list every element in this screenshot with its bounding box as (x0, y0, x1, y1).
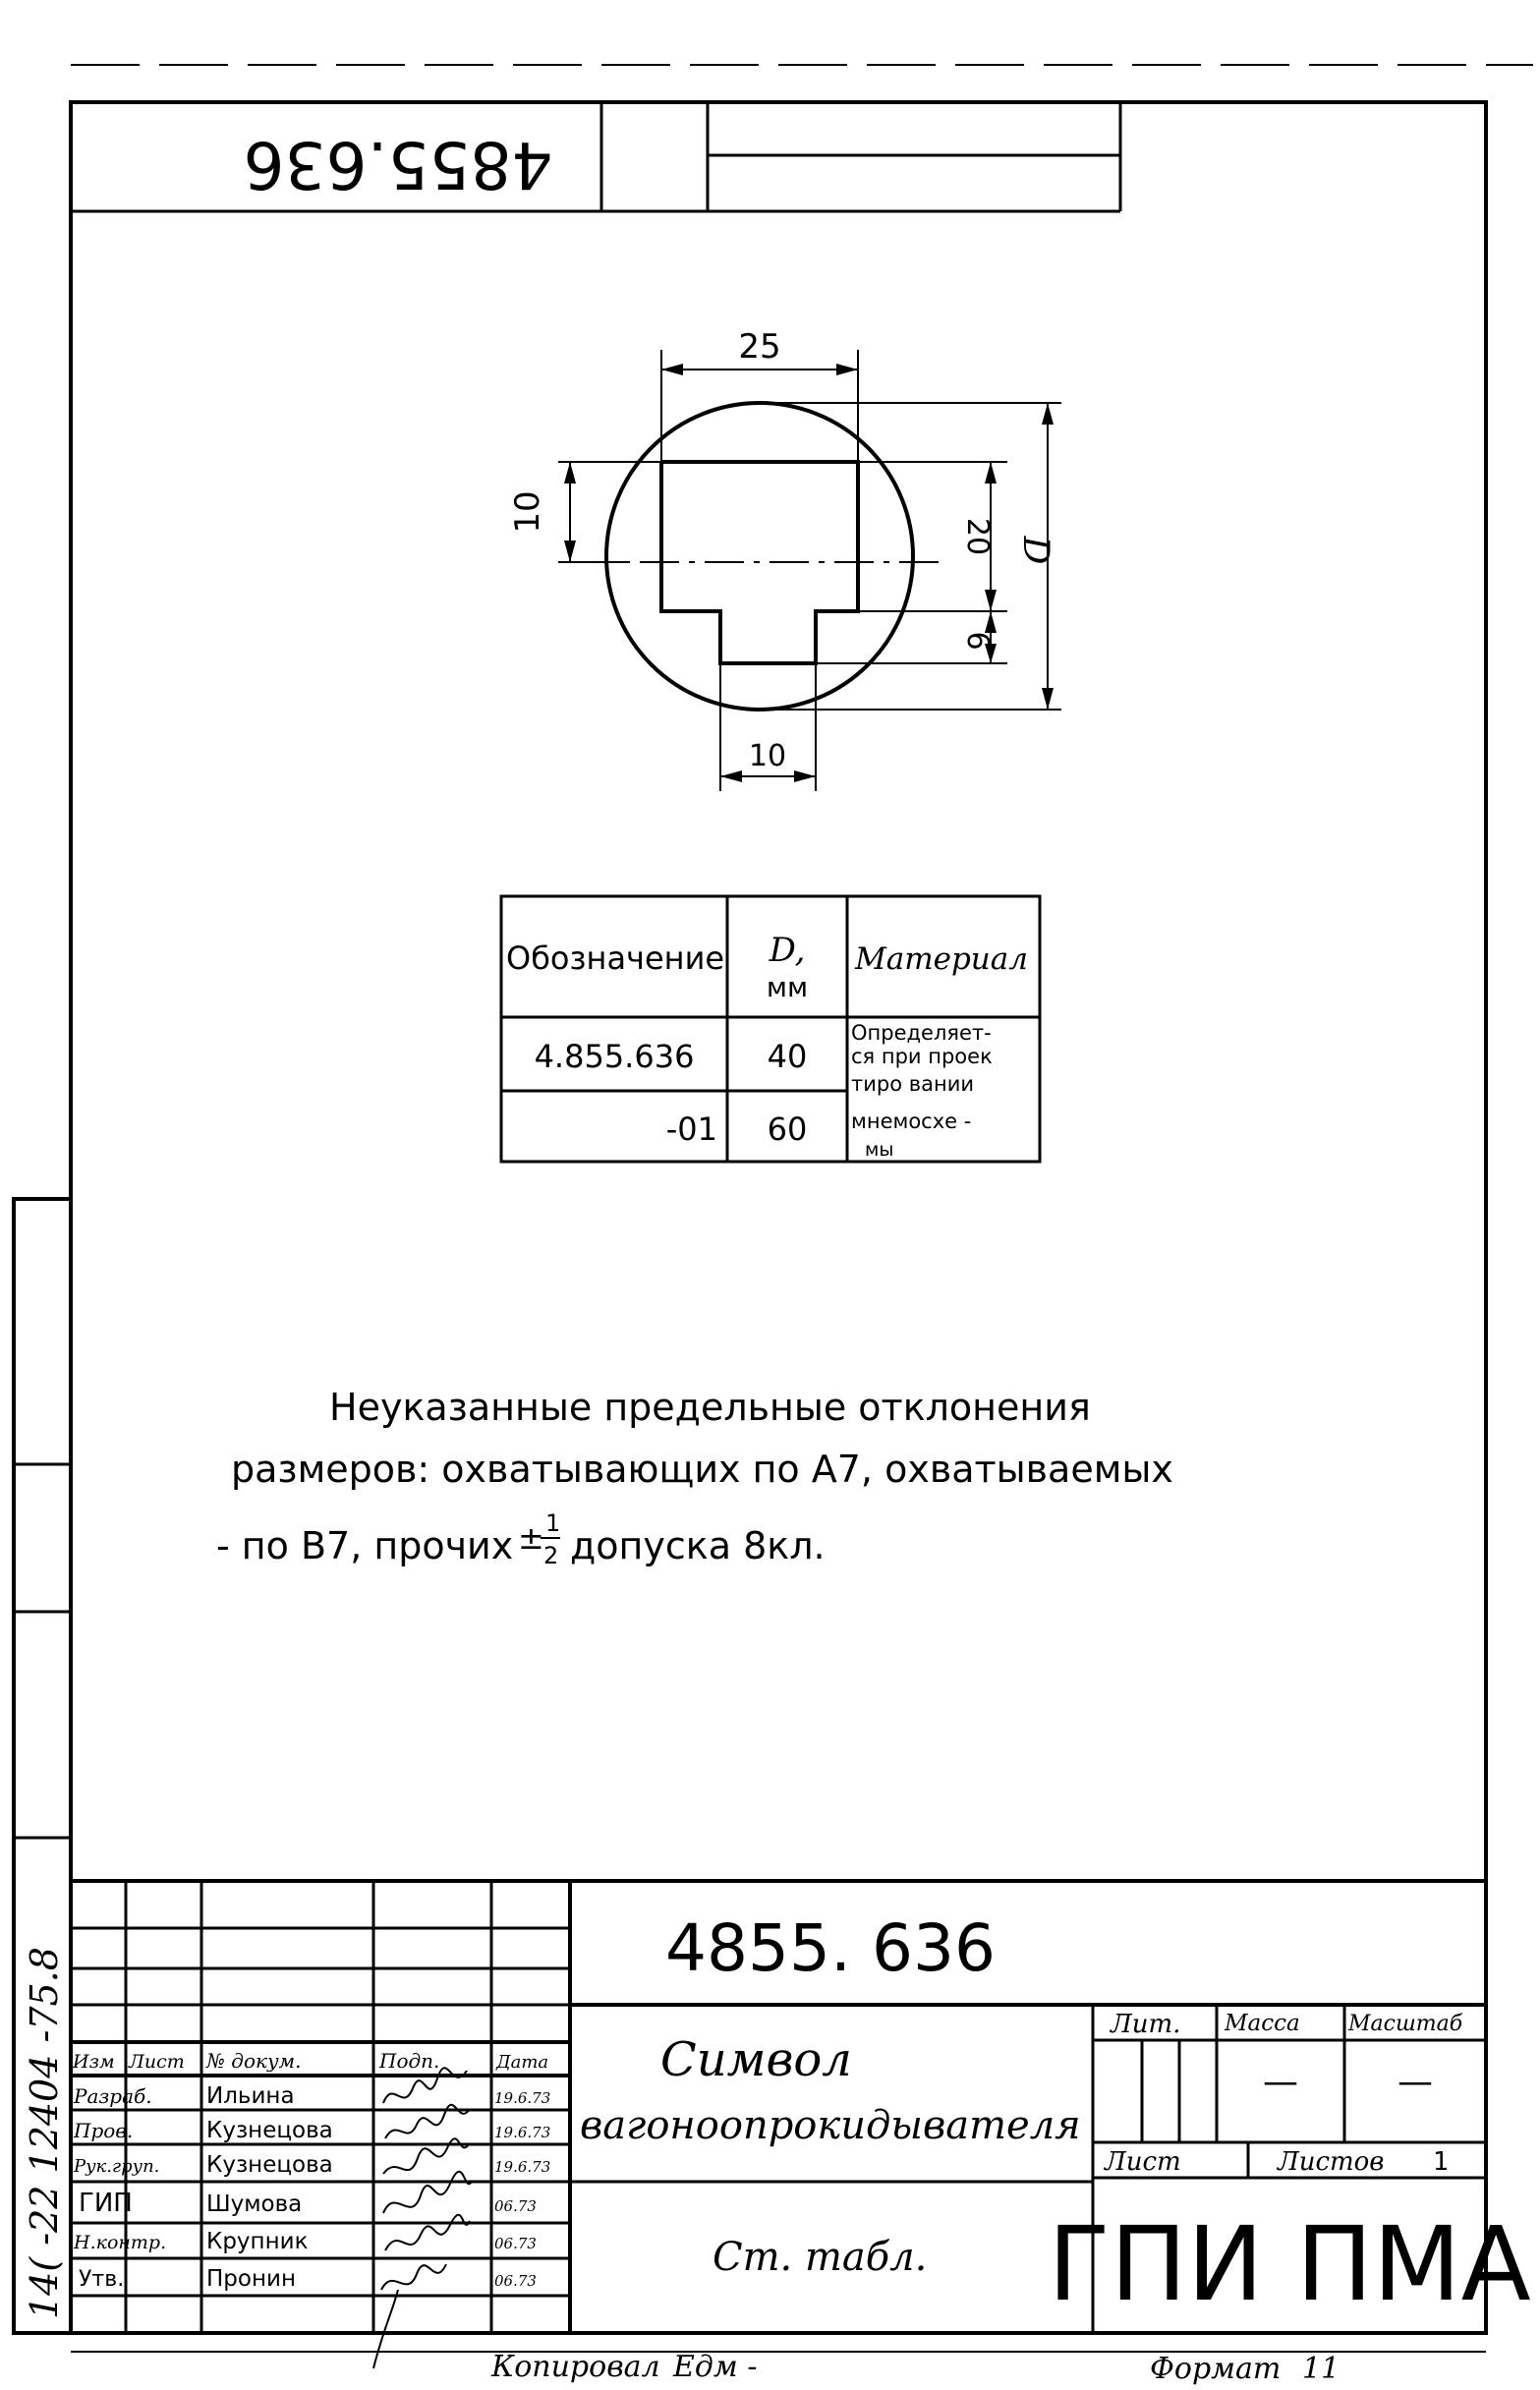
tb-doc-number: 4855. 636 (665, 1910, 996, 1986)
tb-mass-value: — (1263, 2062, 1298, 2102)
dim-left-height: 10 (508, 490, 547, 534)
outer-frame (71, 102, 1486, 2333)
tb-material: Ст. табл. (713, 2235, 928, 2280)
note-plusminus: ± (518, 1519, 544, 1557)
tb-role: Утв. (79, 2267, 125, 2292)
tb-role: Пров. (74, 2119, 134, 2142)
param-header-d: D, (769, 931, 806, 970)
tb-mass-label: Масса (1225, 2011, 1300, 2036)
signature-mark (383, 2068, 467, 2103)
tb-role: Н.контр. (74, 2232, 167, 2253)
signature-mark (385, 2215, 470, 2250)
top-stamp-number: 4855.636 (243, 127, 553, 202)
tb-role: Разраб. (74, 2084, 152, 2108)
tb-col-doc: № докум. (206, 2049, 302, 2073)
tb-date: 19.6.73 (494, 2089, 551, 2107)
signatures (373, 2068, 472, 2368)
tb-lit-label: Лит. (1111, 2010, 1181, 2039)
tb-name: Ильина (206, 2083, 295, 2109)
tb-date: 06.73 (494, 2272, 537, 2290)
footer-format-value: 11 (1302, 2352, 1340, 2386)
side-stamp-text: 14( -22 12404 -75.8 (23, 1947, 66, 2319)
note-line1: Неуказанные предельные отклонения (329, 1386, 1091, 1429)
tb-name: Шумова (206, 2191, 303, 2217)
tb-role: Рук.груп. (74, 2156, 160, 2177)
tb-org: ГПИ ПМА (1048, 2204, 1531, 2324)
tb-date: 19.6.73 (494, 2124, 551, 2141)
signature-mark (383, 2172, 472, 2213)
note-frac-num: 1 (545, 1509, 561, 1537)
dimension-arrows (564, 364, 1054, 782)
signature-mark (373, 2264, 446, 2368)
note-frac-den: 2 (543, 1542, 559, 1569)
dim-width-top: 25 (738, 327, 781, 367)
dim-diameter: D (1015, 536, 1055, 565)
note-line3a: - по В7, прочих (216, 1524, 514, 1567)
tb-scale-label: Масштаб (1348, 2012, 1463, 2036)
tb-date: 06.73 (494, 2235, 537, 2252)
tb-date: 19.6.73 (494, 2158, 551, 2176)
param-material-line: мы (865, 1139, 894, 1161)
param-header-material: Материал (855, 941, 1028, 977)
tb-sheets-value: 1 (1433, 2147, 1450, 2177)
footer-copied-label: Копировал (491, 2350, 660, 2384)
tb-name: Пронин (206, 2266, 296, 2292)
dim-width-bottom: 10 (748, 739, 787, 773)
tb-sheets-label: Листов (1278, 2147, 1385, 2177)
note-line3b: допуска 8кл. (570, 1524, 826, 1567)
dim-step-height: 6 (960, 631, 995, 651)
param-material-line: тиро вании (851, 1072, 975, 1096)
note-line2: размеров: охватывающих по А7, охватываемых (231, 1448, 1173, 1491)
dimension-lines (558, 350, 1061, 791)
tb-title-line1: Символ (660, 2032, 852, 2087)
param-header-mm: мм (766, 971, 809, 1003)
param-row-designation: -01 (665, 1110, 717, 1148)
tb-name: Кузнецова (206, 2152, 333, 2178)
tb-title-line2: вагоноопрокидывателя (580, 2103, 1081, 2148)
tb-col-date: Дата (496, 2052, 549, 2073)
tb-col-list: Лист (129, 2051, 185, 2073)
param-material-line: ся при проек (851, 1045, 993, 1068)
tb-date: 06.73 (494, 2197, 537, 2215)
tb-role: ГИП (79, 2189, 133, 2218)
tb-name: Крупник (206, 2229, 309, 2254)
tb-col-izm: Изм (73, 2051, 115, 2073)
footer-copied-sign: Едм - (673, 2350, 758, 2384)
param-header-designation: Обозначение (506, 939, 725, 977)
tb-name: Кузнецова (206, 2118, 333, 2143)
tb-col-sign: Подп. (379, 2049, 440, 2073)
param-row-d: 60 (767, 1110, 808, 1148)
param-material-line: мнемосхе - (851, 1110, 972, 1133)
param-row-d: 40 (767, 1038, 808, 1075)
param-material-line: Определяет- (851, 1021, 992, 1045)
tb-sheet-label: Лист (1105, 2147, 1181, 2177)
param-row-designation: 4.855.636 (534, 1038, 695, 1075)
footer-format-label: Формат (1150, 2352, 1282, 2386)
dim-square-height: 20 (960, 517, 995, 556)
tb-scale-value: — (1397, 2062, 1433, 2102)
